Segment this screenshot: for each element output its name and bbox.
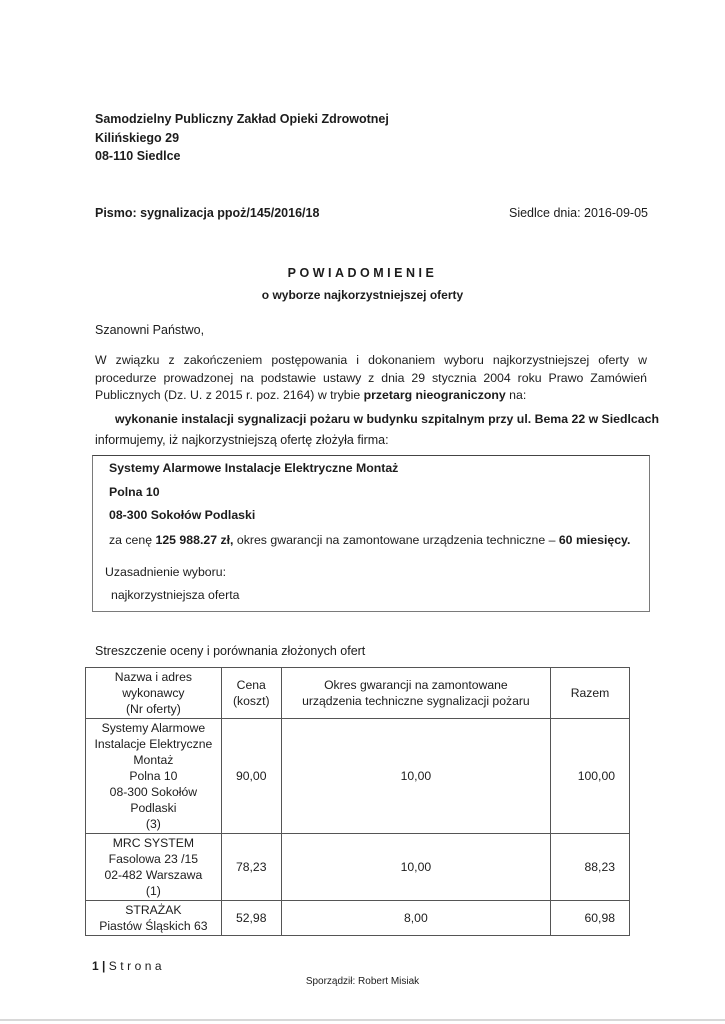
winner-name: Systemy Alarmowe Instalacje Elektryczne Montaż (109, 461, 399, 475)
contract-subject: wykonanie instalacji sygnalizacji pożaru w budynku szpitalnym przy ul. Bema 22 w Siedlcach (115, 412, 659, 426)
offer-name-line: Polna 10 (129, 769, 178, 783)
sender-city: 08-110 Siedlce (95, 149, 181, 163)
letter-date (509, 205, 648, 222)
winner-warranty: 60 miesięcy. (558, 533, 631, 547)
header-name-line: Nazwa i adres (114, 670, 192, 684)
header-warranty-line: urządzenia techniczne sygnalizacji pożaru (302, 694, 530, 708)
header-price-line: (koszt) (232, 694, 270, 708)
header-name-line: wykonawcy (122, 686, 185, 700)
document-title: POWIADOMIENIE (287, 266, 438, 280)
offer-name-line: 08-300 Sokołów (109, 785, 198, 799)
date-label: Siedlce dnia: (508, 206, 581, 220)
offer-name-line: Fasolowa 23 /15 (108, 852, 199, 866)
header-warranty-line: Okres gwarancji na zamontowane (324, 678, 508, 692)
page-footer (92, 958, 165, 974)
offer-total-cell: 88,23 (551, 834, 630, 901)
date-value: 2016-09-05 (584, 206, 648, 220)
page-word: Strona (108, 959, 166, 973)
letter-reference: Pismo: sygnalizacja ppoż/145/2016/18 (95, 206, 320, 220)
winner-street: Polna 10 (109, 485, 160, 499)
offer-price-cell: 78,23 (221, 834, 281, 901)
sender-address (95, 110, 389, 166)
offer-name-line: STRAŻAK (125, 903, 182, 917)
procedure-type: przetarg nieograniczony (363, 388, 506, 402)
offer-name-line: (1) (145, 884, 161, 898)
header-name-line: (Nr oferty) (125, 702, 181, 716)
sender-street: Kilińskiego 29 (95, 130, 180, 145)
offer-warranty-cell: 8,00 (281, 901, 550, 936)
offer-name-line: Montaż (133, 753, 174, 767)
intro-paragraph (95, 352, 647, 405)
offer-name-line: Podlaski (130, 801, 177, 815)
price-prefix: za cenę (109, 533, 153, 547)
header-price (221, 668, 281, 719)
offer-name-line: Piastów Śląskich 63 (99, 919, 208, 933)
offer-total-cell: 100,00 (551, 719, 630, 834)
table-row (86, 719, 630, 834)
summary-title: Streszczenie oceny i porównania złożonych ofert (95, 644, 366, 658)
offer-name-line: MRC SYSTEM (112, 836, 195, 850)
winner-price: 125 988.27 zł, (155, 533, 234, 547)
offer-warranty-cell: 10,00 (281, 719, 550, 834)
sender-name: Samodzielny Publiczny Zakład Opieki Zdrowotnej (95, 112, 389, 126)
header-name (86, 668, 222, 719)
header-total: Razem (551, 668, 630, 719)
header-price-line: Cena (236, 678, 266, 692)
intro-text: W związku z zakończeniem postępowania i dokonaniem wyboru najkorzystniejszej oferty w procedurze prowadzonej na podstawie ustawy z dnia 29 stycznia 2004 roku Prawo Zamówień Publicznych (Dz. U. z 2015 r. poz. 2164) w trybie (95, 353, 647, 402)
offer-name-cell (86, 901, 222, 936)
offers-table (85, 667, 630, 936)
page-number: 1 (92, 959, 99, 973)
table-header-row (86, 668, 630, 719)
table-row (86, 901, 630, 936)
offer-name-line: Instalacje Elektryczne (94, 737, 213, 751)
justification-label: Uzasadnienie wyboru: (105, 565, 226, 579)
prepared-by: Sporządził: Robert Misiak (305, 976, 420, 987)
scan-edge-divider (0, 1019, 725, 1021)
winner-city: 08-300 Sokołów Podlaski (109, 508, 256, 522)
winner-price-line (109, 532, 630, 549)
offer-price-cell: 90,00 (221, 719, 281, 834)
winner-box (92, 455, 650, 612)
greeting: Szanowni Państwo, (95, 323, 205, 337)
offer-warranty-cell: 10,00 (281, 834, 550, 901)
offer-name-cell (86, 719, 222, 834)
offer-total-cell: 60,98 (551, 901, 630, 936)
page-separator: | (102, 959, 106, 973)
offer-price-cell: 52,98 (221, 901, 281, 936)
justification-text: najkorzystniejsza oferta (111, 588, 240, 602)
table-row (86, 834, 630, 901)
document-subtitle: o wyborze najkorzystniejszej oferty (261, 288, 464, 302)
intro-end: na: (509, 388, 527, 402)
offer-name-line: 02-482 Warszawa (104, 868, 203, 882)
inform-line: informujemy, iż najkorzystniejszą ofertę złożyła firma: (95, 433, 389, 447)
offer-name-line: (3) (145, 817, 161, 831)
header-warranty (281, 668, 550, 719)
offer-name-cell (86, 834, 222, 901)
warranty-text: okres gwarancji na zamontowane urządzenia techniczne – (236, 533, 556, 547)
offer-name-line: Systemy Alarmowe (101, 721, 206, 735)
